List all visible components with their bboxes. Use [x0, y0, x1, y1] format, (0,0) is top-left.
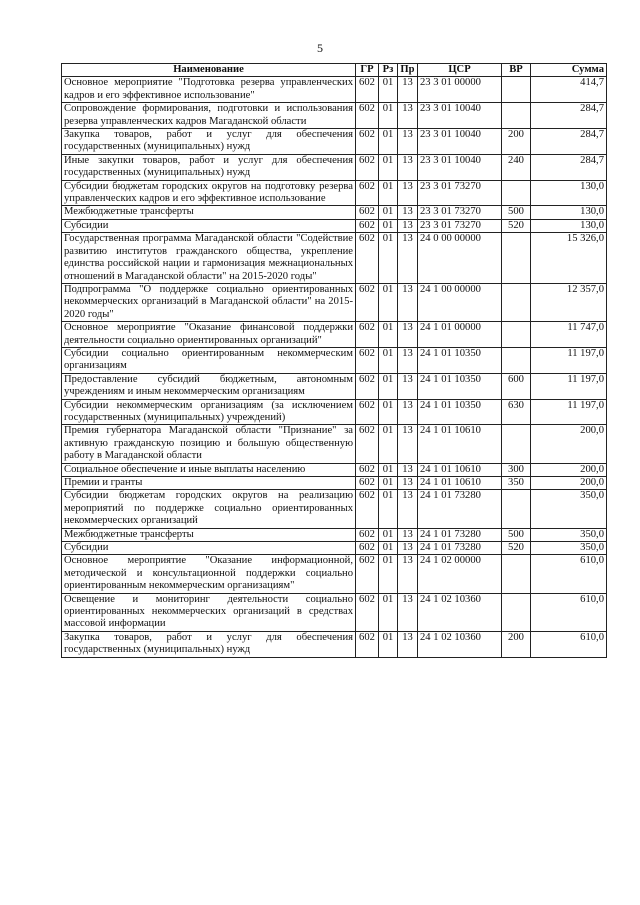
row-pr-cell: 13 — [398, 490, 418, 528]
row-csr-cell: 23 3 01 00000 — [418, 77, 502, 103]
row-csr-cell: 24 1 01 73280 — [418, 542, 502, 555]
row-gr-cell: 602 — [356, 77, 379, 103]
row-name-cell: Субсидии бюджетам городских округов на реализацию мероприятий по поддержке социально ориентированных некоммерческих организаций — [62, 490, 356, 528]
row-rz-cell: 01 — [379, 631, 398, 657]
row-pr-cell: 13 — [398, 425, 418, 463]
row-rz-cell: 01 — [379, 77, 398, 103]
header-sum: Сумма — [531, 64, 607, 77]
row-name-cell: Освещение и мониторинг деятельности социально ориентированных некоммерческих организаций в средствах массовой информации — [62, 593, 356, 631]
row-gr-cell: 602 — [356, 154, 379, 180]
row-name-cell: Межбюджетные трансферты — [62, 206, 356, 219]
row-vr-cell — [502, 347, 531, 373]
row-sum-cell: 350,0 — [531, 490, 607, 528]
table-row — [62, 631, 607, 657]
row-csr-cell: 24 1 01 73280 — [418, 528, 502, 541]
row-sum-cell: 11 197,0 — [531, 373, 607, 399]
row-gr-cell: 602 — [356, 283, 379, 321]
row-gr-cell: 602 — [356, 542, 379, 555]
row-name-cell: Субсидии некоммерческим организациям (за исключением государственных (муниципальных) учреждений) — [62, 399, 356, 425]
row-pr-cell: 13 — [398, 463, 418, 476]
row-name-cell: Подпрограмма "О поддержке социально ориентированных некоммерческих организаций в Магаданской области" на 2015-2020 годы" — [62, 283, 356, 321]
row-pr-cell: 13 — [398, 180, 418, 206]
row-name-cell: Основное мероприятие "Подготовка резерва управленческих кадров и его эффективное использование" — [62, 77, 356, 103]
row-name-cell: Субсидии бюджетам городских округов на подготовку резерва управленческих кадров и его эффективное использование — [62, 180, 356, 206]
row-name-cell: Государственная программа Магаданской области "Содействие развитию институтов гражданского общества, укрепление единства российской нации и гармонизация межнациональных отношений в Магаданской области" на 2015-2020 годы" — [62, 233, 356, 284]
row-gr-cell: 602 — [356, 233, 379, 284]
row-rz-cell: 01 — [379, 322, 398, 348]
row-pr-cell: 13 — [398, 399, 418, 425]
row-rz-cell: 01 — [379, 373, 398, 399]
row-gr-cell: 602 — [356, 425, 379, 463]
row-sum-cell: 12 357,0 — [531, 283, 607, 321]
row-sum-cell: 130,0 — [531, 180, 607, 206]
row-rz-cell: 01 — [379, 490, 398, 528]
row-sum-cell: 414,7 — [531, 77, 607, 103]
row-name-cell: Закупка товаров, работ и услуг для обеспечения государственных (муниципальных) нужд — [62, 129, 356, 155]
row-sum-cell: 284,7 — [531, 154, 607, 180]
row-vr-cell — [502, 593, 531, 631]
row-name-cell: Предоставление субсидий бюджетным, автономным учреждениям и иным некоммерческим организациям — [62, 373, 356, 399]
row-name-cell: Субсидии — [62, 542, 356, 555]
row-name-cell: Основное мероприятие "Оказание финансовой поддержки деятельности социально ориентированных организаций" — [62, 322, 356, 348]
row-vr-cell — [502, 322, 531, 348]
row-csr-cell: 24 1 02 00000 — [418, 555, 502, 593]
row-csr-cell: 24 1 02 10360 — [418, 593, 502, 631]
row-vr-cell: 350 — [502, 477, 531, 490]
row-sum-cell: 200,0 — [531, 463, 607, 476]
table-row — [62, 103, 607, 129]
row-rz-cell: 01 — [379, 206, 398, 219]
table-row — [62, 425, 607, 463]
row-rz-cell: 01 — [379, 154, 398, 180]
table-row — [62, 77, 607, 103]
header-csr: ЦСР — [418, 64, 502, 77]
table-row — [62, 347, 607, 373]
row-csr-cell: 24 1 00 00000 — [418, 283, 502, 321]
row-rz-cell: 01 — [379, 542, 398, 555]
row-name-cell: Премии и гранты — [62, 477, 356, 490]
row-vr-cell: 300 — [502, 463, 531, 476]
table-row — [62, 219, 607, 232]
row-pr-cell: 13 — [398, 542, 418, 555]
row-pr-cell: 13 — [398, 103, 418, 129]
row-gr-cell: 602 — [356, 631, 379, 657]
row-gr-cell: 602 — [356, 555, 379, 593]
row-vr-cell — [502, 283, 531, 321]
row-vr-cell — [502, 555, 531, 593]
row-rz-cell: 01 — [379, 528, 398, 541]
row-name-cell: Премия губернатора Магаданской области "Признание" за активную гражданскую позицию и большую общественную работу в Магаданской области — [62, 425, 356, 463]
row-csr-cell: 23 3 01 10040 — [418, 154, 502, 180]
row-pr-cell: 13 — [398, 373, 418, 399]
table-body — [62, 77, 607, 657]
row-vr-cell — [502, 77, 531, 103]
row-sum-cell: 15 326,0 — [531, 233, 607, 284]
row-rz-cell: 01 — [379, 555, 398, 593]
row-pr-cell: 13 — [398, 233, 418, 284]
row-vr-cell: 630 — [502, 399, 531, 425]
row-csr-cell: 24 1 01 10350 — [418, 399, 502, 425]
row-name-cell: Сопровождение формирования, подготовки и использования резерва управленческих кадров Магаданской области — [62, 103, 356, 129]
row-rz-cell: 01 — [379, 347, 398, 373]
row-vr-cell: 600 — [502, 373, 531, 399]
header-pr: Пр — [398, 64, 418, 77]
row-csr-cell: 24 1 01 10610 — [418, 425, 502, 463]
row-name-cell: Закупка товаров, работ и услуг для обеспечения государственных (муниципальных) нужд — [62, 631, 356, 657]
budget-table — [61, 63, 607, 658]
row-pr-cell: 13 — [398, 77, 418, 103]
row-gr-cell: 602 — [356, 219, 379, 232]
table-row — [62, 180, 607, 206]
row-rz-cell: 01 — [379, 463, 398, 476]
header-name: Наименование — [62, 64, 356, 77]
row-gr-cell: 602 — [356, 373, 379, 399]
row-name-cell: Иные закупки товаров, работ и услуг для обеспечения государственных (муниципальных) нужд — [62, 154, 356, 180]
row-sum-cell: 350,0 — [531, 528, 607, 541]
row-gr-cell: 602 — [356, 528, 379, 541]
row-csr-cell: 24 1 01 10350 — [418, 347, 502, 373]
row-csr-cell: 23 3 01 10040 — [418, 129, 502, 155]
table-row — [62, 233, 607, 284]
row-vr-cell: 240 — [502, 154, 531, 180]
table-row — [62, 154, 607, 180]
row-rz-cell: 01 — [379, 180, 398, 206]
row-vr-cell: 500 — [502, 206, 531, 219]
row-sum-cell: 130,0 — [531, 219, 607, 232]
row-gr-cell: 602 — [356, 477, 379, 490]
row-pr-cell: 13 — [398, 555, 418, 593]
row-rz-cell: 01 — [379, 477, 398, 490]
page-number: 5 — [317, 41, 323, 55]
row-sum-cell: 200,0 — [531, 425, 607, 463]
row-vr-cell: 200 — [502, 129, 531, 155]
row-gr-cell: 602 — [356, 180, 379, 206]
row-pr-cell: 13 — [398, 322, 418, 348]
row-rz-cell: 01 — [379, 233, 398, 284]
row-csr-cell: 23 3 01 73270 — [418, 219, 502, 232]
row-csr-cell: 23 3 01 10040 — [418, 103, 502, 129]
row-name-cell: Субсидии социально ориентированным некоммерческим организациям — [62, 347, 356, 373]
row-vr-cell: 500 — [502, 528, 531, 541]
row-name-cell: Межбюджетные трансферты — [62, 528, 356, 541]
header-rz: Рз — [379, 64, 398, 77]
row-sum-cell: 200,0 — [531, 477, 607, 490]
row-gr-cell: 602 — [356, 206, 379, 219]
row-gr-cell: 602 — [356, 399, 379, 425]
table-row — [62, 399, 607, 425]
row-csr-cell: 24 1 01 10610 — [418, 477, 502, 490]
row-sum-cell: 610,0 — [531, 555, 607, 593]
row-vr-cell: 200 — [502, 631, 531, 657]
row-vr-cell — [502, 103, 531, 129]
table-row — [62, 373, 607, 399]
row-csr-cell: 24 1 01 00000 — [418, 322, 502, 348]
row-rz-cell: 01 — [379, 219, 398, 232]
row-rz-cell: 01 — [379, 593, 398, 631]
row-sum-cell: 284,7 — [531, 103, 607, 129]
row-vr-cell — [502, 180, 531, 206]
row-csr-cell: 23 3 01 73270 — [418, 206, 502, 219]
row-gr-cell: 602 — [356, 129, 379, 155]
row-pr-cell: 13 — [398, 347, 418, 373]
row-name-cell: Субсидии — [62, 219, 356, 232]
row-pr-cell: 13 — [398, 129, 418, 155]
row-pr-cell: 13 — [398, 283, 418, 321]
row-rz-cell: 01 — [379, 399, 398, 425]
row-csr-cell: 24 1 01 73280 — [418, 490, 502, 528]
table-row — [62, 463, 607, 476]
row-sum-cell: 11 747,0 — [531, 322, 607, 348]
table-row — [62, 593, 607, 631]
row-pr-cell: 13 — [398, 631, 418, 657]
row-csr-cell: 24 1 01 10610 — [418, 463, 502, 476]
row-rz-cell: 01 — [379, 129, 398, 155]
row-sum-cell: 284,7 — [531, 129, 607, 155]
row-sum-cell: 610,0 — [531, 631, 607, 657]
row-vr-cell: 520 — [502, 219, 531, 232]
table-row — [62, 206, 607, 219]
row-sum-cell: 610,0 — [531, 593, 607, 631]
row-csr-cell: 24 1 02 10360 — [418, 631, 502, 657]
row-gr-cell: 602 — [356, 347, 379, 373]
table-row — [62, 283, 607, 321]
row-csr-cell: 24 1 01 10350 — [418, 373, 502, 399]
table-row — [62, 490, 607, 528]
row-pr-cell: 13 — [398, 477, 418, 490]
header-gr: ГР — [356, 64, 379, 77]
row-vr-cell — [502, 233, 531, 284]
row-pr-cell: 13 — [398, 219, 418, 232]
row-sum-cell: 350,0 — [531, 542, 607, 555]
row-name-cell: Социальное обеспечение и иные выплаты населению — [62, 463, 356, 476]
row-rz-cell: 01 — [379, 103, 398, 129]
row-csr-cell: 23 3 01 73270 — [418, 180, 502, 206]
row-gr-cell: 602 — [356, 103, 379, 129]
row-vr-cell: 520 — [502, 542, 531, 555]
row-vr-cell — [502, 490, 531, 528]
row-sum-cell: 11 197,0 — [531, 347, 607, 373]
row-rz-cell: 01 — [379, 425, 398, 463]
row-pr-cell: 13 — [398, 154, 418, 180]
row-rz-cell: 01 — [379, 283, 398, 321]
header-vr: ВР — [502, 64, 531, 77]
row-gr-cell: 602 — [356, 593, 379, 631]
table-row — [62, 322, 607, 348]
table-row — [62, 542, 607, 555]
row-gr-cell: 602 — [356, 490, 379, 528]
row-sum-cell: 130,0 — [531, 206, 607, 219]
row-vr-cell — [502, 425, 531, 463]
row-pr-cell: 13 — [398, 528, 418, 541]
table-row — [62, 555, 607, 593]
table-row — [62, 129, 607, 155]
table-row — [62, 477, 607, 490]
row-csr-cell: 24 0 00 00000 — [418, 233, 502, 284]
row-gr-cell: 602 — [356, 463, 379, 476]
table-row — [62, 528, 607, 541]
row-pr-cell: 13 — [398, 593, 418, 631]
row-sum-cell: 11 197,0 — [531, 399, 607, 425]
row-name-cell: Основное мероприятие "Оказание информационной, методической и консультационной поддержки социально ориентированным некоммерческим организациям" — [62, 555, 356, 593]
row-pr-cell: 13 — [398, 206, 418, 219]
table-header-row — [62, 64, 607, 77]
row-gr-cell: 602 — [356, 322, 379, 348]
